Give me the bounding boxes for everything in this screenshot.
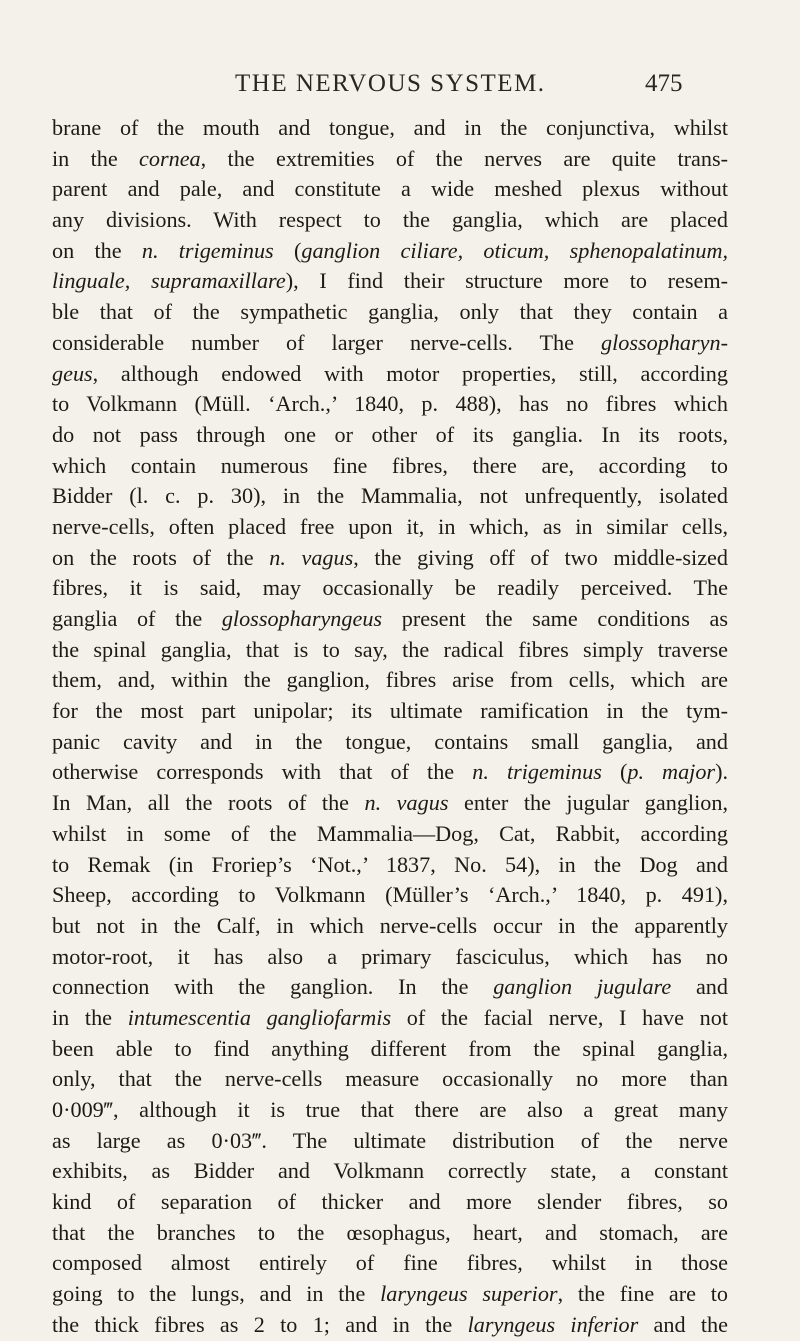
text-line [52, 696, 728, 727]
text-run: present the same conditions as [382, 606, 728, 631]
text-run: , although endowed with motor properties, still, according [92, 360, 728, 386]
italic-term: laryngeus superior [380, 1281, 558, 1307]
text-run: connection with the ganglion. In the [52, 974, 494, 1000]
text-line [52, 1187, 728, 1218]
text-run: ( [601, 759, 628, 785]
text-run: , the fine are to [557, 1281, 729, 1307]
text-line [52, 850, 728, 881]
text-line [52, 266, 728, 297]
text-line [52, 420, 728, 451]
italic-term: glossopharyngeus [221, 606, 383, 631]
text-line [52, 727, 728, 758]
text-run: nerve-cells, often placed free upon it, in which, as in similar cells, [52, 513, 728, 539]
text-line [52, 1279, 728, 1310]
text-run: kind of separation of thicker and more slender fibres, so [52, 1189, 728, 1215]
text-run: that the branches to the œsophagus, heart, and stomach, are [52, 1219, 728, 1245]
text-run: ). [715, 759, 729, 785]
text-line [52, 359, 728, 390]
text-line [52, 543, 728, 574]
text-run: in the [52, 1004, 128, 1030]
text-run: as large as 0·03‴. The ultimate distribution of the nerve [52, 1127, 728, 1153]
running-head [0, 70, 800, 110]
italic-term: n. vagus [269, 544, 354, 570]
text-run: ganglia of the [52, 606, 222, 631]
italic-term: laryngeus inferior [467, 1311, 639, 1337]
text-run: whilst in some of the Mammalia—Dog, Cat, Rabbit, according [52, 820, 728, 846]
text-line [52, 635, 728, 666]
text-line [52, 389, 728, 420]
text-run: panic cavity and in the tongue, contains small ganglia, and [52, 728, 728, 754]
text-run: and [671, 974, 728, 1000]
text-run: for the most part unipolar; its ultimate ramification in the tym- [52, 698, 728, 724]
text-run: enter the jugular ganglion, [448, 790, 728, 816]
text-run: 0·009‴, although it is true that there are also a great many [52, 1097, 728, 1122]
text-run: only, that the nerve-cells measure occasionally no more than [52, 1066, 728, 1092]
text-line [52, 665, 728, 696]
body-text [52, 113, 728, 1341]
text-line [52, 481, 728, 512]
text-line [52, 1156, 728, 1187]
text-run: and the [638, 1311, 728, 1337]
text-run: ( [273, 237, 302, 263]
text-run: any divisions. With respect to the ganglia, which are placed [52, 207, 728, 233]
italic-term: geus [52, 360, 93, 386]
text-run: composed almost entirely of fine fibres, whilst in those [52, 1250, 728, 1276]
text-run: going to the lungs, and in the [52, 1281, 381, 1307]
text-line [52, 1310, 728, 1341]
text-line [52, 819, 728, 850]
text-run: of the facial nerve, I have not [391, 1004, 728, 1030]
text-run: Bidder (l. c. p. 30), in the Mammalia, not unfrequently, isolated [52, 483, 728, 509]
text-run: , the extremities of the nerves are quite trans- [200, 145, 728, 171]
text-line [52, 113, 728, 144]
page-number: 475 [645, 70, 683, 97]
text-line [52, 972, 728, 1003]
text-run: parent and pale, and constitute a wide meshed plexus without [52, 176, 728, 202]
text-run: , the giving off of two middle-sized [353, 544, 728, 570]
text-run: on the roots of the [52, 544, 270, 570]
text-run: them, and, within the ganglion, fibres arise from cells, which are [52, 667, 728, 693]
text-line [52, 1034, 728, 1065]
text-line [52, 512, 728, 543]
text-run: ble that of the sympathetic ganglia, only that they contain a [52, 299, 728, 325]
text-run: fibres, it is said, may occasionally be readily perceived. The [52, 575, 728, 601]
text-run: to Remak (in Froriep’s ‘Not.,’ 1837, No. 54), in the Dog and [52, 851, 728, 877]
text-line [52, 942, 728, 973]
italic-term: p. major [627, 759, 716, 785]
italic-term: linguale, supramaxillare [52, 268, 286, 294]
italic-term: n. trigeminus [141, 237, 274, 263]
text-run: do not pass through one or other of its ganglia. In its roots, [52, 421, 728, 447]
text-run: the thick fibres as 2 to 1; and in the [52, 1311, 468, 1337]
text-run: which contain numerous fine fibres, there are, according to [52, 452, 728, 478]
text-line [52, 236, 728, 267]
text-line [52, 1218, 728, 1249]
text-run: considerable number of larger nerve-cells. The [52, 329, 602, 355]
text-line [52, 174, 728, 205]
text-run: otherwise corresponds with that of the [52, 759, 473, 785]
text-line [52, 1064, 728, 1095]
text-line [52, 1095, 728, 1126]
text-line [52, 788, 728, 819]
text-run: motor-root, it has also a primary fasciculus, which has no [52, 943, 728, 969]
text-line [52, 328, 728, 359]
italic-term: n. trigeminus [472, 759, 602, 785]
text-run: ), I find their structure more to resem- [285, 268, 728, 294]
italic-term: ganglion jugulare [493, 974, 672, 1000]
text-run: in the [52, 145, 140, 171]
text-run: Sheep, according to Volkmann (Müller’s ‘Arch.,’ 1840, p. 491), [52, 882, 728, 908]
running-title: THE NERVOUS SYSTEM. [235, 70, 546, 97]
text-run: brane of the mouth and tongue, and in the conjunctiva, whilst [52, 115, 728, 140]
text-run: exhibits, as Bidder and Volkmann correctly state, a constant [52, 1158, 728, 1184]
text-line [52, 205, 728, 236]
text-run: to Volkmann (Müll. ‘Arch.,’ 1840, p. 488), has no fibres which [52, 391, 728, 417]
text-line [52, 604, 728, 635]
text-line [52, 911, 728, 942]
italic-term: glossopharyn- [601, 329, 728, 355]
text-line [52, 573, 728, 604]
text-line [52, 880, 728, 911]
text-line [52, 297, 728, 328]
italic-term: cornea [139, 145, 201, 171]
italic-term: ganglion ciliare, oticum, sphenopalatinum, [301, 237, 729, 263]
text-run: the spinal ganglia, that is to say, the radical fibres simply traverse [52, 636, 728, 662]
text-line [52, 1248, 728, 1279]
text-run: on the [52, 237, 142, 263]
text-line [52, 757, 728, 788]
text-run: In Man, all the roots of the [52, 790, 365, 816]
text-line [52, 144, 728, 175]
text-line [52, 1126, 728, 1157]
italic-term: n. vagus [364, 790, 449, 816]
italic-term: intumescentia gangliofarmis [127, 1004, 392, 1030]
text-line [52, 451, 728, 482]
text-line [52, 1003, 728, 1034]
text-run: but not in the Calf, in which nerve-cells occur in the apparently [52, 912, 728, 938]
text-run: been able to find anything different from the spinal ganglia, [52, 1035, 728, 1061]
